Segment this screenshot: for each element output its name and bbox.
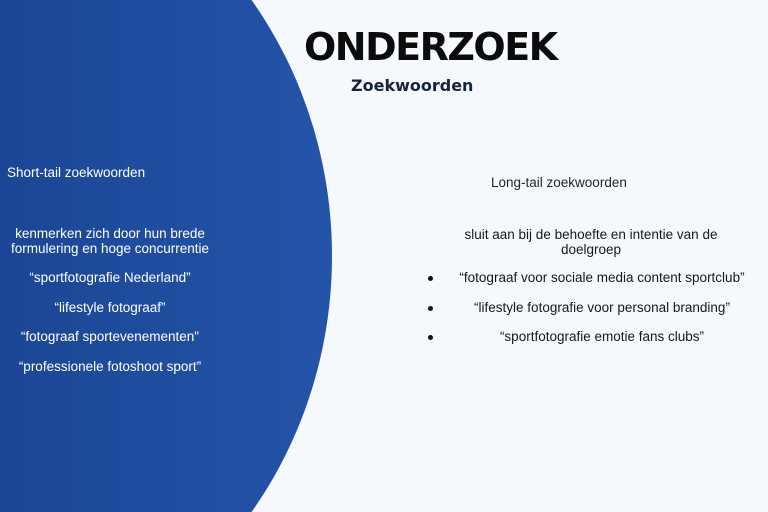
long-tail-keyword-text: “lifestyle fotografie voor personal branding” <box>474 300 730 315</box>
short-tail-description: kenmerken zich door hun brede formulering en hoge concurrentie <box>10 226 210 256</box>
slide-subtitle: Zoekwoorden <box>351 76 474 95</box>
short-tail-keyword: “fotograaf sportevenementen" <box>20 329 200 344</box>
bullet-icon <box>428 335 433 340</box>
short-tail-keyword: “lifestyle fotograaf” <box>54 300 166 315</box>
long-tail-keyword-text: “fotograaf voor sociale media content sportclub” <box>459 270 745 285</box>
long-tail-keyword <box>427 329 765 347</box>
short-tail-keyword: “professionele fotoshoot sport” <box>18 359 202 374</box>
bullet-icon <box>428 276 433 281</box>
short-tail-keyword: “sportfotografie Nederland” <box>29 270 191 285</box>
long-tail-keyword-text: “sportfotografie emotie fans clubs” <box>499 329 705 344</box>
long-tail-heading: Long-tail zoekwoorden <box>491 175 627 190</box>
bullet-icon <box>428 306 433 311</box>
long-tail-description: sluit aan bij de behoefte en intentie van de doelgroep <box>464 227 718 257</box>
long-tail-keyword <box>427 300 765 318</box>
long-tail-keyword <box>427 270 765 288</box>
slide-title: ONDERZOEK <box>304 25 557 69</box>
short-tail-heading: Short-tail zoekwoorden <box>7 165 146 180</box>
